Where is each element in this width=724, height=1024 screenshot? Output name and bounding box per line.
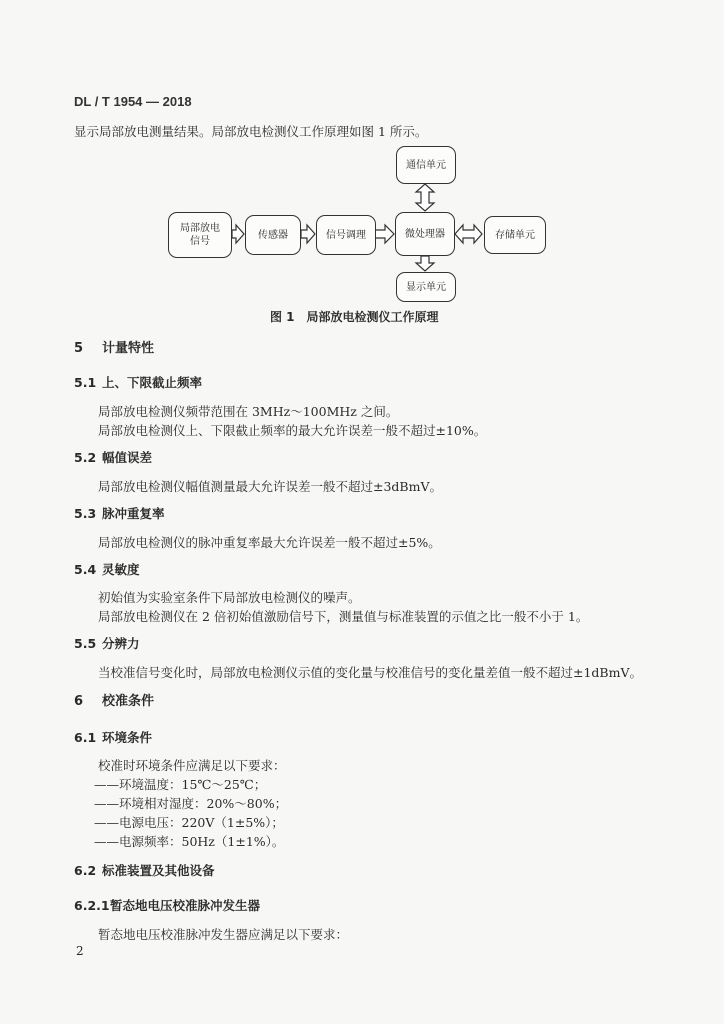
section-5-3-para-1: 局部放电检测仪的脉冲重复率最大允许误差一般不超过±5%。: [98, 535, 441, 550]
section-6-2-1-para-1: 暂态地电压校准脉冲发生器应满足以下要求：: [98, 927, 349, 942]
arrow-comm-mcu: [416, 184, 434, 211]
section-5-3-heading: 5.3 脉冲重复率: [74, 506, 165, 521]
section-5-2-heading: 5.2 幅值误差: [74, 450, 153, 465]
section-6-1-para-1: 校准时环境条件应满足以下要求：: [98, 758, 286, 773]
box-pd-signal: 局部放电信号: [168, 212, 232, 258]
section-5-1-heading: 5.1 上、下限截止频率: [74, 375, 203, 390]
document-code: DL / T 1954 — 2018: [74, 94, 192, 109]
arrow-mcu-storage: [455, 225, 482, 243]
section-6-heading: 6 校准条件: [74, 694, 155, 709]
list-item: ——环境温度：15℃～25℃；: [94, 777, 267, 792]
intro-paragraph: 显示局部放电测量结果。局部放电检测仪工作原理如图 1 所示。: [74, 124, 428, 139]
list-item: ——电源电压：220V（1±5%）；: [94, 815, 284, 830]
arrow-sensor-to-conditioning: [301, 225, 315, 243]
section-5-2-para-1: 局部放电检测仪幅值测量最大允许误差一般不超过±3dBmV。: [98, 479, 442, 494]
arrow-source-to-sensor: [232, 225, 244, 243]
box-display-unit: 显示单元: [396, 272, 456, 302]
section-5-1-para-1: 局部放电检测仪频带范围在 3MHz～100MHz 之间。: [98, 404, 399, 419]
section-5-5-para-1: 当校准信号变化时，局部放电检测仪示值的变化量与校准信号的变化量差值一般不超过±1dBmV。: [98, 665, 642, 680]
section-6-2-1-heading: 6.2.1暂态地电压校准脉冲发生器: [74, 898, 261, 913]
box-communication-unit: 通信单元: [396, 146, 456, 184]
section-5-1-para-2: 局部放电检测仪上、下限截止频率的最大允许误差一般不超过±10%。: [98, 423, 487, 438]
section-5-4-heading: 5.4 灵敏度: [74, 562, 140, 577]
box-signal-conditioning: 信号调理: [316, 215, 376, 255]
box-sensor: 传感器: [245, 215, 301, 255]
figure-1-caption: 图 1 局部放电检测仪工作原理: [270, 310, 439, 324]
diagram-arrows: [0, 0, 724, 320]
page-number: 2: [76, 944, 84, 958]
section-6-1-heading: 6.1 环境条件: [74, 730, 153, 745]
section-5-heading: 5 计量特性: [74, 341, 155, 356]
arrow-mcu-to-display: [416, 256, 434, 271]
section-5-4-para-2: 局部放电检测仪在 2 倍初始值激励信号下，测量值与标准装置的示值之比一般不小于 1。: [98, 609, 589, 624]
arrow-conditioning-to-mcu: [375, 225, 394, 243]
box-storage-unit: 存储单元: [484, 216, 546, 254]
box-microprocessor: 微处理器: [395, 212, 455, 256]
section-5-4-para-1: 初始值为实验室条件下局部放电检测仪的噪声。: [98, 590, 361, 605]
list-item: ——环境相对湿度：20%～80%；: [94, 796, 288, 811]
section-5-5-heading: 5.5 分辨力: [74, 636, 140, 651]
section-6-2-heading: 6.2 标准装置及其他设备: [74, 863, 215, 878]
list-item: ——电源频率：50Hz（1±1%）。: [94, 834, 285, 849]
